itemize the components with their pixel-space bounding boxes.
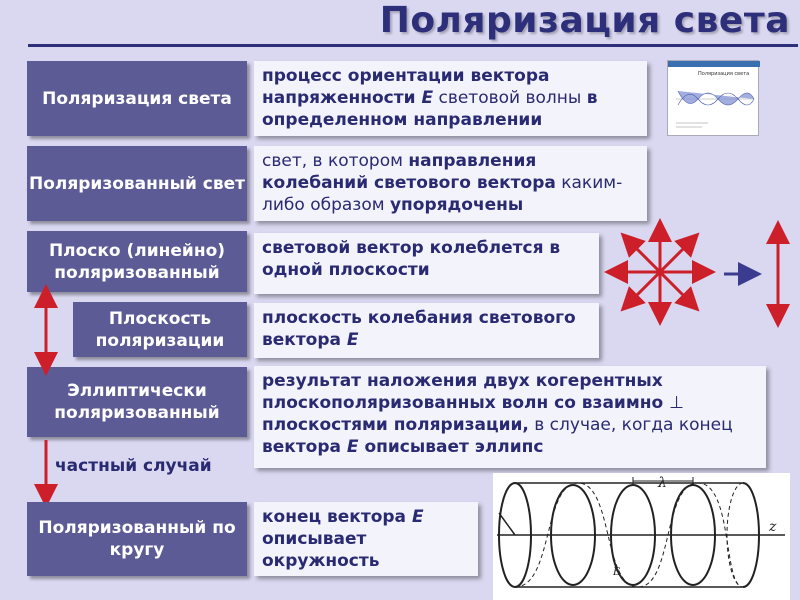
definition-text: E [411, 507, 424, 527]
definition-text: свет, в котором [262, 151, 409, 171]
e-vector-label: E [613, 567, 621, 578]
definition-text: E [346, 330, 359, 350]
linear-polarized-arrow [766, 224, 790, 324]
term-box-polarization-plane [73, 302, 247, 357]
definition-box-polarization-plane [254, 303, 599, 358]
definition-text: в случае, когда конец [528, 415, 733, 435]
definition-text: упорядочены [389, 195, 524, 215]
term-label: Поляризованный по кругу [38, 518, 236, 560]
transition-arrow [722, 264, 762, 284]
term-label: Поляризация света [42, 88, 232, 109]
page-title: Поляризация света [379, 0, 790, 41]
definition-box-polarized-light [254, 146, 647, 221]
term-box-linear-polarized [27, 231, 247, 292]
special-case-caption: частный случай [55, 456, 212, 476]
polarization-thumbnail-image [667, 60, 759, 136]
term-label: Плоско (линейно) поляризованный [48, 240, 226, 283]
z-axis-label: z [769, 519, 777, 535]
definition-text: процесс ориентации вектора напряженности [262, 66, 550, 108]
definition-text: описывает эллипс [358, 437, 544, 457]
definition-box-polarization [254, 61, 647, 136]
link-arrow-linear-to-elliptic [36, 290, 56, 370]
helix-graphic [493, 473, 790, 600]
term-label: Поляризованный свет [28, 173, 246, 194]
definition-text: плоскость колебания светового вектора [262, 308, 576, 350]
term-box-circular-polarized [27, 502, 247, 576]
link-arrow-elliptic-to-circular [36, 438, 56, 504]
definition-text: ⊥ [669, 393, 684, 413]
definition-box-elliptic-polarized [254, 366, 766, 468]
definition-box-circular-polarized [254, 502, 478, 576]
definition-text: вектора [262, 437, 347, 457]
thumbnail-graphic [668, 61, 760, 137]
definition-text: каким-либо образом [262, 173, 623, 215]
term-label: Эллиптически поляризованный [54, 381, 220, 423]
term-label: Плоскость поляризации [95, 308, 225, 351]
definition-text: направления колебаний светового вектора [262, 151, 556, 193]
definition-text: плоскостями поляризации, [262, 415, 529, 435]
circular-polarization-helix-image [493, 473, 790, 600]
definition-text: результат наложения двух когерентных плоскополяризованных волн со взаимно [262, 371, 670, 413]
term-box-elliptic-polarized [27, 367, 247, 437]
thumbnail-title: Поляризация света [698, 71, 750, 77]
definition-box-linear-polarized [254, 233, 599, 294]
definition-text: E [421, 88, 434, 108]
definition-text: световой волны [433, 88, 587, 108]
title-underline [28, 44, 798, 47]
definition-text: световой вектор колеблется в одной плоскости [262, 238, 561, 280]
term-box-polarized-light [27, 146, 247, 221]
definition-text: описывает окружность [262, 529, 380, 571]
unpolarized-star-diagram [610, 222, 710, 322]
definition-text: конец вектора [262, 507, 412, 527]
definition-text: E [346, 437, 359, 457]
definition-text: в определенном направлении [262, 88, 598, 130]
term-box-polarization [27, 61, 247, 136]
lambda-label: λ [658, 475, 667, 491]
